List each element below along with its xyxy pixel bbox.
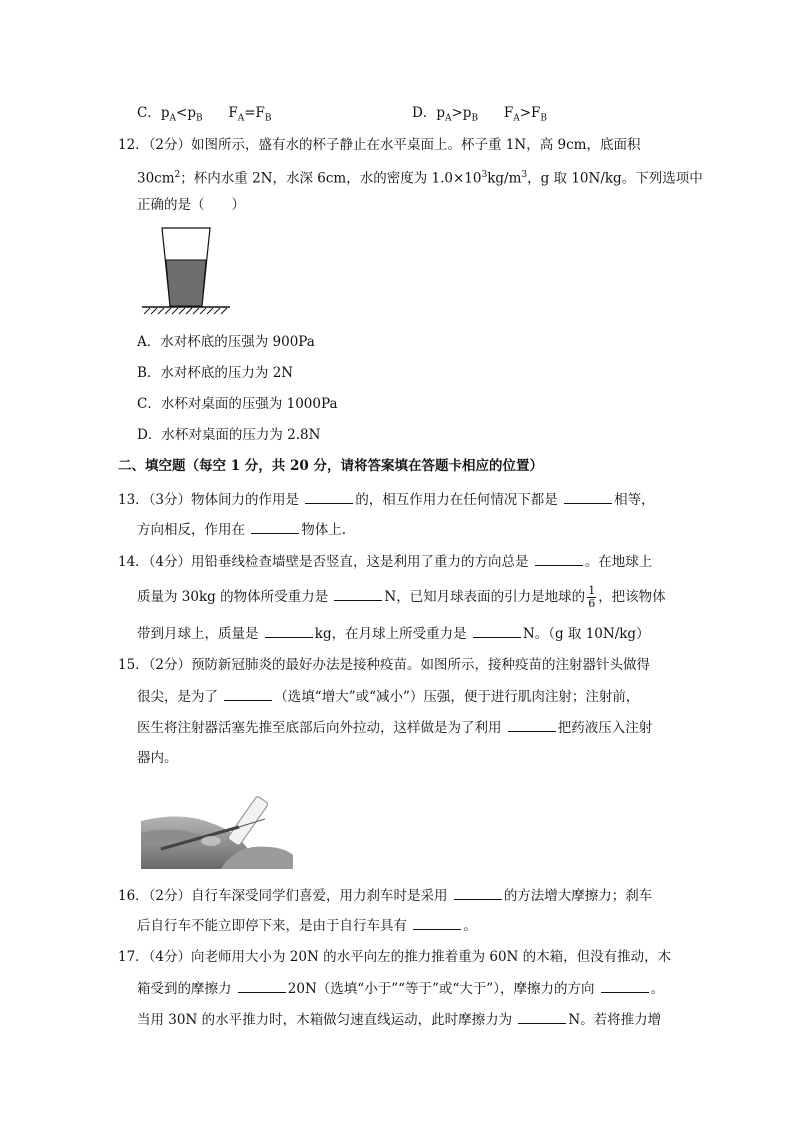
cup-figure	[140, 224, 240, 320]
q17-line-3: 当用 30N 的水平推力时，木箱做匀速直线运动，此时摩擦力为 N。若将推力增	[137, 1012, 662, 1028]
q16-line-2: 后自行车不能立即停下来，是由于自行车具有 。	[137, 918, 477, 934]
q16-line-1: 16．（2分）自行车深受同学们喜爱，用力刹车时是采用 的方法增大摩擦力；刹车	[118, 888, 653, 904]
answer-blank	[265, 624, 313, 638]
q12-option-d: D．水杯对桌面的压力为 2.8N	[137, 427, 321, 443]
q17-line-2: 箱受到的摩擦力 20N（选填“小于”“等于”或“大于”），摩擦力的方向 。	[137, 981, 665, 997]
answer-blank	[518, 1010, 566, 1024]
q17-line-1: 17．（4分）向老师用大小为 20N 的水平向左的推力推着重为 60N 的木箱，但没有推动，木	[118, 949, 672, 965]
q14-line-3: 带到月球上，质量是 kg，在月球上所受重力是 N。（g 取 10N/kg）	[137, 626, 650, 642]
q15-line-2: 很尖，是为了 （选填“增大”或“减小”）压强，便于进行肌肉注射；注射前，	[137, 689, 640, 705]
answer-blank	[454, 886, 502, 900]
q13-line-2: 方向相反，作用在 物体上.	[137, 522, 347, 538]
answer-blank	[473, 624, 521, 638]
q12-option-c: C．水杯对桌面的压强为 1000Pa	[137, 396, 338, 412]
q12-line-2: $30cm^2$；杯内水重 2N，水深 6cm，水的密度为 $1.0\times 10^3kg/m^3$，g 取 10N/kg。下列选项中	[137, 170, 703, 187]
q12-line-3: 正确的是（ ）	[137, 197, 245, 213]
answer-blank	[601, 979, 649, 993]
section-heading: 二、填空题（每空 1 分，共 20 分，请将答案填在答题卡相应的位置）	[118, 458, 543, 474]
q12-option-a: A．水对杯底的压强为 900Pa	[137, 334, 315, 350]
syringe-photo	[141, 781, 293, 869]
q13-line-1: 13．（3分）物体间力的作用是 的，相互作用力在任何情况下都是 相等，	[118, 492, 655, 508]
answer-blank	[224, 687, 272, 701]
fraction-one-sixth: $\frac{1}{6}$	[588, 584, 596, 610]
q11-option-c: C．$p_A<p_B$ $F_A=F_B$	[137, 105, 272, 124]
answer-blank	[238, 979, 286, 993]
q15-line-4: 器内。	[137, 750, 178, 766]
answer-blank	[535, 552, 583, 566]
answer-blank	[508, 718, 556, 732]
q15-line-3: 医生将注射器活塞先推至底部后向外拉动，这样做是为了利用 把药液压入注射	[137, 720, 653, 736]
answer-blank	[305, 490, 353, 504]
answer-blank	[251, 520, 299, 534]
q11-option-d: D．$p_A>p_B$ $F_A>F_B$	[412, 105, 548, 124]
q12-option-b: B．水对杯底的压力为 2N	[137, 365, 294, 381]
q14-line-1: 14．（4分）用铅垂线检查墙壁是否竖直，这是利用了重力的方向总是 。在地球上	[118, 554, 653, 570]
q15-line-1: 15．（2分）预防新冠肺炎的最好办法是接种疫苗。如图所示，接种疫苗的注射器针头做得	[118, 657, 651, 673]
q12-line-1: 12．（2分）如图所示，盛有水的杯子静止在水平桌面上。杯子重 1N，高 9cm，底面积	[118, 137, 641, 153]
answer-blank	[413, 916, 461, 930]
answer-blank	[334, 587, 382, 601]
q14-line-2: 质量为 30kg 的物体所受重力是 N，已知月球表面的引力是地球的 $\frac{1}{6}$ ，把该物体	[137, 584, 666, 610]
answer-blank	[564, 490, 612, 504]
